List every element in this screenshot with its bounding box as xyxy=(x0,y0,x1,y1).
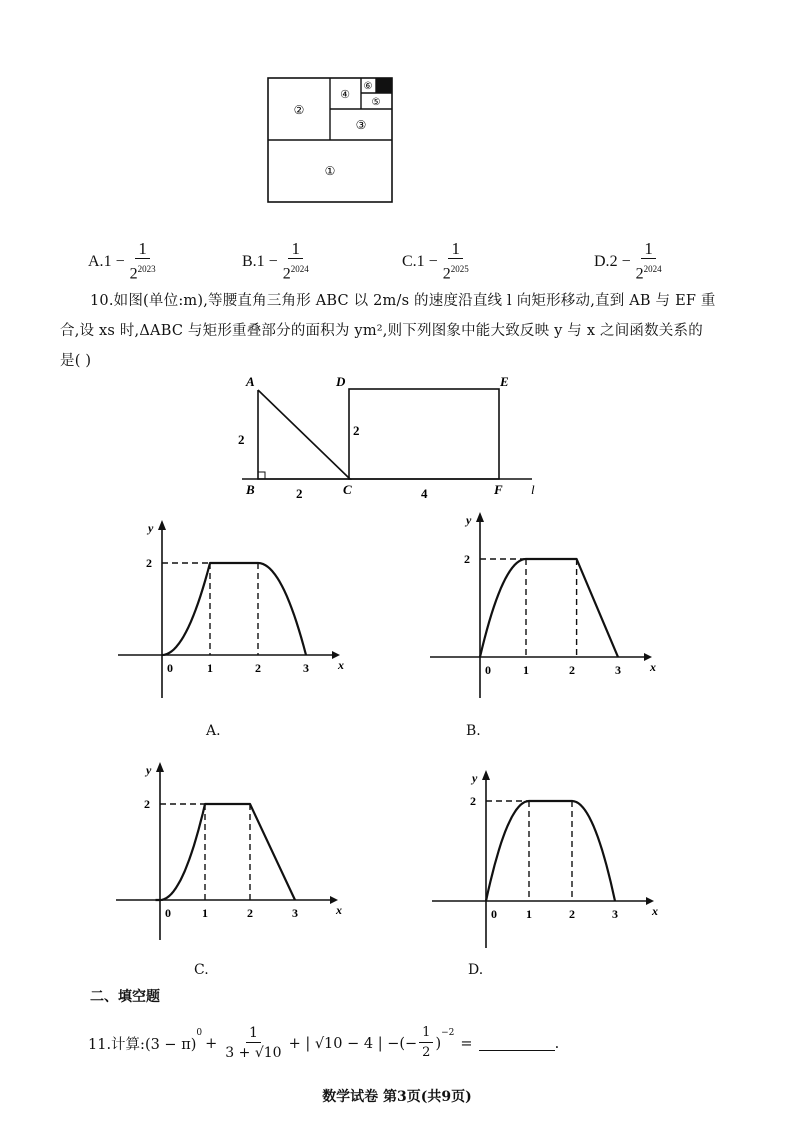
graph-option-d xyxy=(428,768,668,978)
option-num: 1 xyxy=(135,240,150,259)
graph-caption: D. xyxy=(468,962,484,978)
x-tick-2: 2 xyxy=(255,661,261,675)
q9-option-d[interactable] xyxy=(594,240,667,284)
len-CF: 4 xyxy=(421,486,428,500)
x-tick-0: 0 xyxy=(167,661,173,675)
label-C: C xyxy=(343,482,352,497)
y-tick-2: 2 xyxy=(146,556,152,570)
q11-period: . xyxy=(554,1035,560,1052)
graph-svg xyxy=(428,768,668,950)
q11-frac-num: 1 xyxy=(246,1024,261,1043)
x-tick-2: 2 xyxy=(569,907,575,921)
q10-line2: 合,设 xs 时,ΔABC 与矩形重叠部分的面积为 ym²,则下列图象中能大致反映 y 与 x 之间函数关系的 xyxy=(60,323,703,339)
len-AB: 2 xyxy=(238,432,245,447)
y-axis-arrow xyxy=(482,770,490,780)
y-axis-arrow xyxy=(156,762,164,772)
option-exp: 2025 xyxy=(450,264,469,274)
q11-half-den: 2 xyxy=(422,1045,431,1060)
x-axis-label: x xyxy=(338,658,344,672)
option-den xyxy=(280,259,312,284)
q10-line3: 是( ) xyxy=(60,353,92,369)
option-den xyxy=(440,259,472,284)
label-B: B xyxy=(246,482,255,497)
y-tick-2: 2 xyxy=(464,552,470,566)
q11-answer-blank[interactable] xyxy=(479,1036,555,1051)
function-curve xyxy=(156,804,296,900)
option-letter: B. xyxy=(242,253,257,271)
graph-svg xyxy=(114,518,354,700)
function-curve xyxy=(162,563,306,655)
y-axis-label: y xyxy=(148,521,154,535)
x-axis-label: x xyxy=(650,660,656,674)
x-tick-2: 2 xyxy=(247,906,253,920)
q11-eq: = xyxy=(460,1035,473,1052)
q11-abs: + | √10 − 4 | −(− xyxy=(288,1035,418,1052)
square-label-1: ① xyxy=(324,164,336,178)
option-base: 2 xyxy=(442,265,451,283)
x-axis-label: x xyxy=(336,903,342,917)
x-axis-label: x xyxy=(652,904,658,918)
function-curve xyxy=(486,801,615,901)
graph-caption: B. xyxy=(466,723,481,739)
option-num: 1 xyxy=(448,240,463,259)
option-den xyxy=(633,259,665,284)
q11-fraction xyxy=(222,1024,284,1063)
q11-exp0: 0 xyxy=(196,1028,203,1038)
label-F: F xyxy=(494,482,503,497)
option-letter: A. xyxy=(88,253,104,271)
y-axis-arrow xyxy=(158,520,166,530)
option-fraction xyxy=(440,240,472,284)
option-prefix: 2 − xyxy=(609,253,631,271)
option-prefix: 1 − xyxy=(256,253,278,271)
option-base: 2 xyxy=(129,265,138,283)
x-tick-1: 1 xyxy=(202,906,208,920)
q11-frac-den: 3 + √10 xyxy=(225,1045,282,1061)
q11 xyxy=(88,1024,559,1063)
graph-svg xyxy=(426,510,666,700)
option-base: 2 xyxy=(282,265,291,283)
option-base: 2 xyxy=(635,265,644,283)
triangle-rectangle-figure xyxy=(228,370,548,500)
function-curve xyxy=(480,559,618,657)
y-tick-2: 2 xyxy=(470,794,476,808)
option-prefix: 1 − xyxy=(416,253,438,271)
option-fraction xyxy=(280,240,312,284)
graph-caption: A. xyxy=(206,723,221,739)
q10-line1: 10.如图(单位:m),等腰直角三角形 ABC 以 2m/s 的速度沿直线 l 向矩形移动,直到 AB 与 EF 重 xyxy=(90,293,716,309)
q11-prefix: 11.计算:(3 − π) xyxy=(88,1037,197,1053)
q9-option-c[interactable] xyxy=(402,240,474,284)
graph-option-b xyxy=(426,510,666,739)
graph-caption: C. xyxy=(194,962,209,978)
nested-squares-figure xyxy=(260,72,400,208)
x-tick-1: 1 xyxy=(526,907,532,921)
square-label-4: ④ xyxy=(340,89,350,101)
x-tick-1: 1 xyxy=(523,663,529,677)
square-label-2a: ② xyxy=(293,103,305,117)
square-label-3: ③ xyxy=(355,118,367,132)
option-fraction xyxy=(633,240,665,284)
option-exp: 2024 xyxy=(643,264,662,274)
len-DC: 2 xyxy=(353,423,360,438)
x-tick-3: 3 xyxy=(303,661,309,675)
option-letter: D. xyxy=(594,253,610,271)
option-prefix: 1 − xyxy=(103,253,125,271)
option-den xyxy=(127,259,159,284)
graph-option-a xyxy=(114,518,354,739)
option-letter: C. xyxy=(402,253,417,271)
q11-exp2: −2 xyxy=(441,1028,455,1038)
y-axis-label: y xyxy=(146,763,152,777)
option-exp: 2024 xyxy=(290,264,309,274)
len-BC: 2 xyxy=(296,486,303,500)
option-num: 1 xyxy=(288,240,303,259)
q11-plus: + xyxy=(205,1035,218,1052)
y-axis-label: y xyxy=(466,513,472,527)
graph-svg xyxy=(112,760,352,942)
graph-option-c xyxy=(112,760,352,978)
x-tick-1: 1 xyxy=(207,661,213,675)
q9-option-b[interactable] xyxy=(242,240,314,284)
q11-half xyxy=(419,1024,433,1063)
x-tick-0: 0 xyxy=(165,906,171,920)
x-tick-3: 3 xyxy=(615,663,621,677)
label-E: E xyxy=(500,374,509,389)
x-tick-2: 2 xyxy=(569,663,575,677)
x-tick-0: 0 xyxy=(485,663,491,677)
q9-option-a[interactable] xyxy=(88,240,161,284)
q10-text xyxy=(60,286,730,376)
q11-half-num: 1 xyxy=(419,1024,433,1043)
option-num: 1 xyxy=(641,240,656,259)
x-tick-0: 0 xyxy=(491,907,497,921)
section-heading: 二、填空题 xyxy=(90,989,160,1005)
option-fraction xyxy=(127,240,159,284)
y-axis-arrow xyxy=(476,512,484,522)
option-exp: 2023 xyxy=(137,264,156,274)
x-tick-3: 3 xyxy=(612,907,618,921)
x-tick-3: 3 xyxy=(292,906,298,920)
page-footer: 数学试卷 第3页(共9页) xyxy=(322,1089,472,1105)
square-label-6: ⑥ xyxy=(363,81,373,92)
label-A: A xyxy=(246,374,255,389)
label-l: l xyxy=(531,482,535,497)
y-axis-label: y xyxy=(472,771,478,785)
q11-tail: ) xyxy=(435,1035,442,1052)
y-tick-2: 2 xyxy=(144,797,150,811)
square-label-5: ⑤ xyxy=(371,97,381,108)
label-D: D xyxy=(336,374,346,389)
